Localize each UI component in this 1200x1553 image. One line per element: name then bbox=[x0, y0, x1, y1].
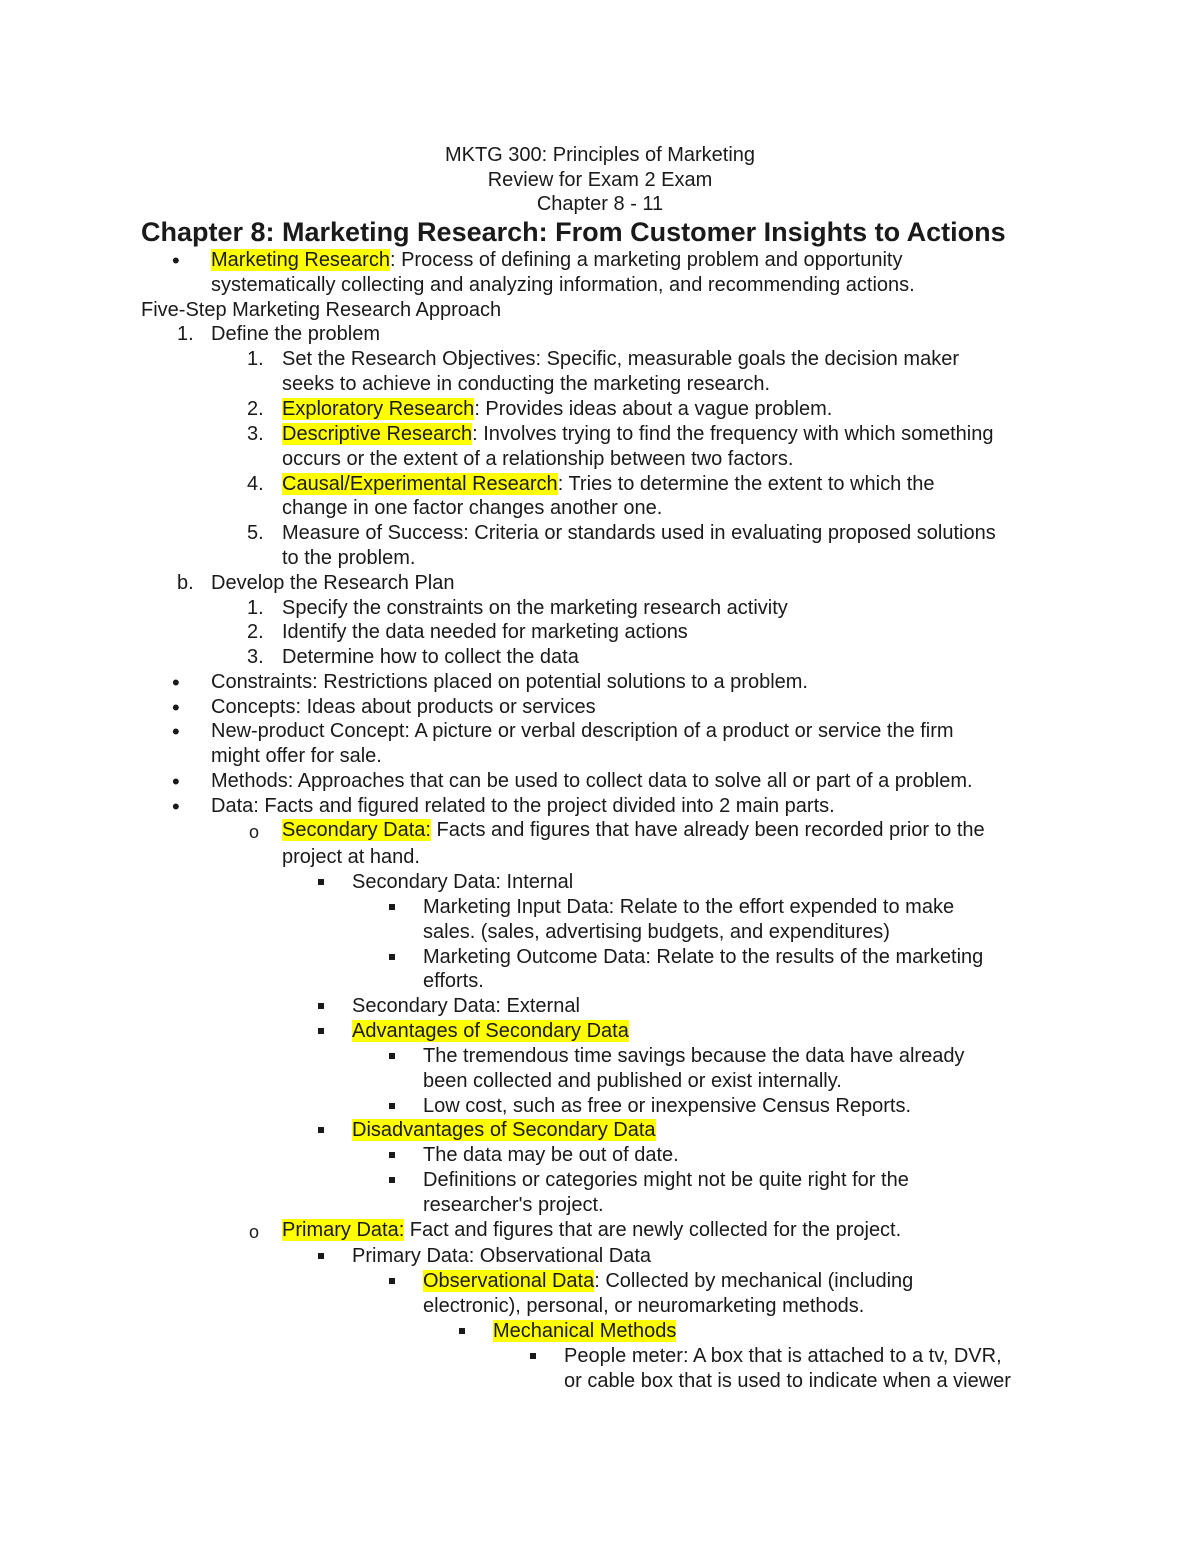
square-bullet bbox=[389, 1143, 395, 1168]
list-item-cont: change in one factor changes another one. bbox=[282, 497, 663, 519]
constraints-item: Constraints: Restrictions placed on potential solutions to a problem. bbox=[211, 671, 808, 693]
advantages-heading bbox=[352, 1019, 629, 1044]
step-research-plan: Develop the Research Plan bbox=[211, 572, 455, 594]
marketing-outcome-data-cont: efforts. bbox=[423, 970, 484, 992]
circle-marker: o bbox=[249, 822, 260, 842]
list-item: Determine how to collect the data bbox=[282, 646, 579, 668]
bullet-marker: • bbox=[172, 670, 180, 695]
list-item: Set the Research Objectives: Specific, measurable goals the decision maker bbox=[282, 348, 960, 370]
square-bullet bbox=[318, 1019, 324, 1044]
list-marker: 2. bbox=[247, 621, 264, 643]
data-item: Data: Facts and figured related to the project divided into 2 main parts. bbox=[211, 795, 835, 817]
list-marker: 1. bbox=[247, 597, 264, 619]
circle-marker: o bbox=[249, 1222, 260, 1242]
descriptive-research-def: : Involves trying to find the frequency with which something bbox=[472, 423, 994, 445]
square-bullet bbox=[389, 1168, 395, 1193]
observational-data-def-cont: electronic), personal, or neuromarketing methods. bbox=[423, 1295, 865, 1317]
chapter-heading: Chapter 8: Marketing Research: From Customer Insights to Actions bbox=[141, 217, 1006, 247]
bullet-marker: • bbox=[172, 695, 180, 720]
square-bullet bbox=[318, 870, 324, 895]
list-marker: 3. bbox=[247, 646, 264, 668]
list-marker: 3. bbox=[247, 423, 264, 445]
secondary-internal: Secondary Data: Internal bbox=[352, 871, 574, 893]
square-bullet bbox=[318, 1244, 324, 1269]
primary-data-term: Primary Data: bbox=[282, 1219, 405, 1241]
list-marker: 1. bbox=[177, 323, 194, 345]
bullet-marker: • bbox=[172, 794, 180, 819]
observational-data-line bbox=[423, 1269, 913, 1294]
list-item-cont: seeks to achieve in conducting the marketing research. bbox=[282, 373, 771, 395]
observational-data-def: : Collected by mechanical (including bbox=[594, 1270, 914, 1292]
methods-item: Methods: Approaches that can be used to collect data to solve all or part of a problem. bbox=[211, 770, 973, 792]
marketing-input-data: Marketing Input Data: Relate to the effort expended to make bbox=[423, 896, 955, 918]
primary-data-line bbox=[282, 1218, 901, 1243]
marketing-research-def: : Process of defining a marketing problem and opportunity bbox=[389, 249, 903, 271]
secondary-external: Secondary Data: External bbox=[352, 995, 580, 1017]
secondary-data-term: Secondary Data: bbox=[282, 819, 431, 841]
mechanical-methods-heading bbox=[493, 1319, 676, 1344]
advantage-item: Low cost, such as free or inexpensive Census Reports. bbox=[423, 1095, 912, 1117]
list-marker: 2. bbox=[247, 398, 264, 420]
mechanical-methods-term: Mechanical Methods bbox=[493, 1320, 677, 1342]
list-item: Specify the constraints on the marketing research activity bbox=[282, 597, 788, 619]
secondary-data-def-cont: project at hand. bbox=[282, 846, 420, 868]
new-product-item: New-product Concept: A picture or verbal description of a product or service the firm bbox=[211, 720, 954, 742]
five-step-heading: Five-Step Marketing Research Approach bbox=[141, 299, 502, 321]
marketing-input-data-cont: sales. (sales, advertising budgets, and expenditures) bbox=[423, 921, 890, 943]
square-bullet bbox=[389, 1044, 395, 1069]
marketing-research-line bbox=[211, 248, 902, 273]
disadvantage-item: The data may be out of date. bbox=[423, 1144, 679, 1166]
list-item-cont: to the problem. bbox=[282, 547, 416, 569]
secondary-data-line bbox=[282, 818, 985, 843]
exploratory-research-line bbox=[282, 397, 832, 422]
disadvantages-heading bbox=[352, 1118, 656, 1143]
square-bullet bbox=[389, 1269, 395, 1294]
bullet-marker: • bbox=[172, 248, 180, 273]
exploratory-research-def: : Provides ideas about a vague problem. bbox=[474, 398, 833, 420]
square-bullet bbox=[318, 1118, 324, 1143]
advantage-item: The tremendous time savings because the data have already bbox=[423, 1045, 965, 1067]
list-item: Identify the data needed for marketing actions bbox=[282, 621, 688, 643]
square-bullet bbox=[389, 895, 395, 920]
causal-research-term: Causal/Experimental Research bbox=[282, 473, 558, 495]
concepts-item: Concepts: Ideas about products or services bbox=[211, 696, 596, 718]
people-meter-item: People meter: A box that is attached to a tv, DVR, bbox=[564, 1345, 1002, 1367]
primary-data-def: Fact and figures that are newly collected for the project. bbox=[404, 1219, 902, 1241]
causal-research-def: : Tries to determine the extent to which the bbox=[557, 473, 935, 495]
people-meter-item-cont: or cable box that is used to indicate when a viewer bbox=[564, 1370, 1011, 1392]
disadvantage-item: Definitions or categories might not be quite right for the bbox=[423, 1169, 909, 1191]
chapter-range: Chapter 8 - 11 bbox=[536, 193, 664, 215]
advantage-item-cont: been collected and published or exist internally. bbox=[423, 1070, 842, 1092]
secondary-data-def: Facts and figures that have already been recorded prior to the bbox=[430, 819, 985, 841]
list-marker: 4. bbox=[247, 473, 264, 495]
primary-observational: Primary Data: Observational Data bbox=[352, 1245, 652, 1267]
square-bullet bbox=[389, 945, 395, 970]
disadvantage-item-cont: researcher's project. bbox=[423, 1194, 604, 1216]
observational-data-term: Observational Data bbox=[423, 1270, 595, 1292]
review-title: Review for Exam 2 Exam bbox=[487, 169, 713, 191]
list-marker: b. bbox=[177, 572, 194, 594]
list-item: Measure of Success: Criteria or standards used in evaluating proposed solutions bbox=[282, 522, 996, 544]
marketing-outcome-data: Marketing Outcome Data: Relate to the results of the marketing bbox=[423, 946, 984, 968]
exploratory-research-term: Exploratory Research bbox=[282, 398, 475, 420]
descriptive-research-term: Descriptive Research bbox=[282, 423, 473, 445]
square-bullet bbox=[318, 994, 324, 1019]
step-define-problem: Define the problem bbox=[211, 323, 380, 345]
bullet-marker: • bbox=[172, 719, 180, 744]
causal-research-line bbox=[282, 472, 935, 497]
square-bullet bbox=[530, 1344, 536, 1369]
descriptive-research-line bbox=[282, 422, 993, 447]
square-bullet bbox=[389, 1094, 395, 1119]
list-marker: 5. bbox=[247, 522, 264, 544]
new-product-item-cont: might offer for sale. bbox=[211, 745, 382, 767]
square-bullet bbox=[459, 1319, 465, 1344]
advantages-term: Advantages of Secondary Data bbox=[352, 1020, 629, 1042]
marketing-research-def-cont: systematically collecting and analyzing information, and recommending actions. bbox=[211, 274, 915, 296]
course-title: MKTG 300: Principles of Marketing bbox=[444, 144, 756, 166]
bullet-marker: • bbox=[172, 769, 180, 794]
list-item-cont: occurs or the extent of a relationship between two factors. bbox=[282, 448, 794, 470]
disadvantages-term: Disadvantages of Secondary Data bbox=[352, 1119, 656, 1141]
list-marker: 1. bbox=[247, 348, 264, 370]
marketing-research-term: Marketing Research bbox=[211, 249, 390, 271]
